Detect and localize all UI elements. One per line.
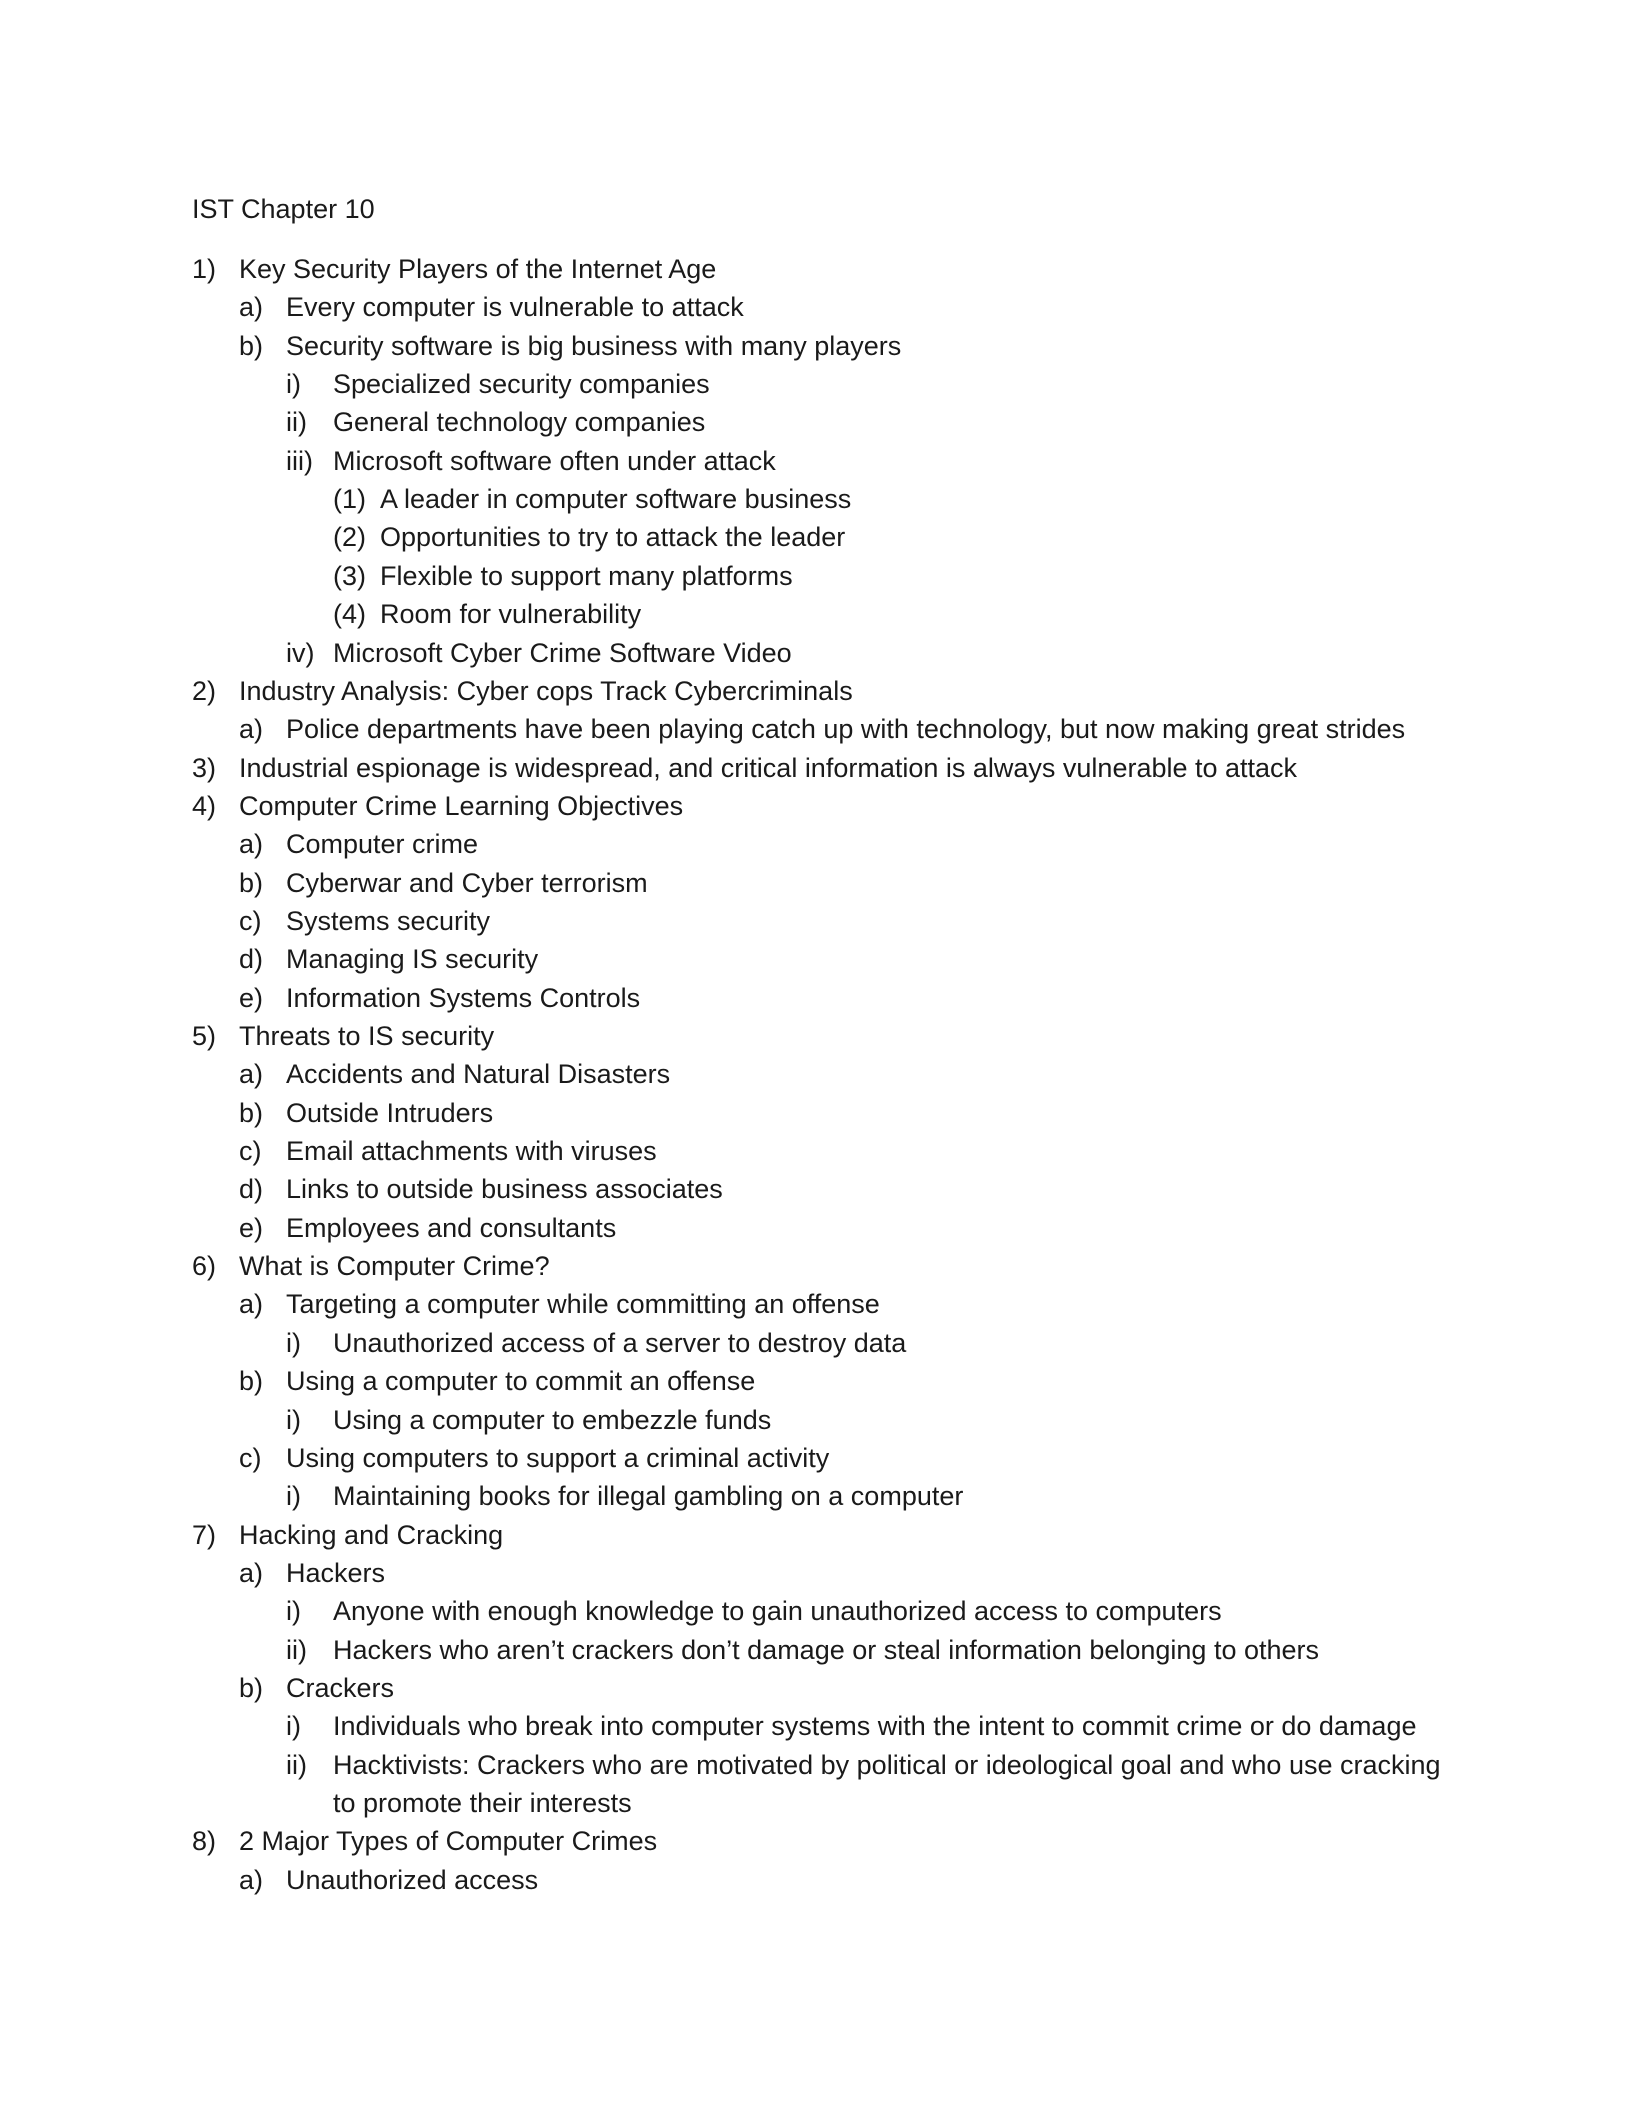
outline-marker: iv) <box>286 637 315 668</box>
outline-text: Using a computer to commit an offense <box>286 1366 756 1397</box>
outline-text: Using a computer to embezzle funds <box>333 1404 772 1435</box>
outline-text: Opportunities to try to attack the leader <box>380 522 846 553</box>
outline-text: Hackers <box>286 1557 386 1588</box>
outline-text: Security software is big business with many players <box>286 330 902 361</box>
outline-marker: b) <box>239 1097 264 1128</box>
outline-marker: iii) <box>286 445 313 476</box>
outline-marker: ii) <box>286 1634 307 1665</box>
outline-text: Using computers to support a criminal activity <box>286 1442 830 1473</box>
outline-text: Anyone with enough knowledge to gain unauthorized access to computers <box>333 1596 1222 1627</box>
outline-text: Industrial espionage is widespread, and critical information is always vulnerable to attack <box>239 752 1298 783</box>
outline-marker: ii) <box>286 407 307 438</box>
outline-text: Managing IS security <box>286 944 539 975</box>
outline-text: Microsoft Cyber Crime Software Video <box>333 637 792 668</box>
outline-text: Crackers <box>286 1672 395 1703</box>
outline-marker: i) <box>286 1481 301 1512</box>
outline-marker: a) <box>239 1289 264 1320</box>
outline-marker: i) <box>286 1327 301 1358</box>
outline-text: A leader in computer software business <box>380 484 852 515</box>
outline-marker: e) <box>239 982 264 1013</box>
outline-text: Key Security Players of the Internet Age <box>239 254 717 284</box>
outline-marker: a) <box>239 714 264 745</box>
outline-text: Targeting a computer while committing an offense <box>286 1289 880 1320</box>
outline-marker: a) <box>239 292 264 323</box>
outline-text: Flexible to support many platforms <box>380 560 793 591</box>
outline-text: Unauthorized access of a server to destroy data <box>333 1327 907 1358</box>
outline-text: Email attachments with viruses <box>286 1136 657 1167</box>
outline-text: Every computer is vulnerable to attack <box>286 292 744 323</box>
outline-marker: i) <box>286 1404 301 1435</box>
outline-text: Computer Crime Learning Objectives <box>239 790 684 821</box>
outline-text: Maintaining books for illegal gambling on a computer <box>333 1481 964 1512</box>
outline-marker: i) <box>286 1711 301 1742</box>
outline-marker: i) <box>286 1596 301 1627</box>
outline-marker: e) <box>239 1212 264 1243</box>
outline-text: to promote their interests <box>333 1788 632 1818</box>
outline-marker: i) <box>286 369 301 400</box>
outline-text: Links to outside business associates <box>286 1174 723 1205</box>
outline-marker: (2) <box>333 522 366 553</box>
outline-text: General technology companies <box>333 407 706 438</box>
outline-text: Industry Analysis: Cyber cops Track Cybercriminals <box>239 675 853 706</box>
outline-text: Information Systems Controls <box>286 982 641 1013</box>
outline-text: 2 Major Types of Computer Crimes <box>239 1826 658 1857</box>
outline-text: Threats to IS security <box>239 1021 495 1051</box>
outline-text: Cyberwar and Cyber terrorism <box>286 867 648 898</box>
outline-marker: (1) <box>333 484 366 515</box>
outline-text: Microsoft software often under attack <box>333 445 776 476</box>
outline-marker: b) <box>239 330 264 361</box>
outline-marker: 8) <box>192 1826 217 1857</box>
outline-marker: (4) <box>333 599 366 630</box>
outline-text: Hackers who aren’t crackers don’t damage or steal information belonging to others <box>333 1634 1320 1665</box>
outline-marker: 1) <box>192 254 217 284</box>
outline-marker: a) <box>239 829 264 860</box>
outline-marker: a) <box>239 1557 264 1588</box>
outline-text: Police departments have been playing catch up with technology, but now making great strides <box>286 714 1406 745</box>
outline-marker: c) <box>239 1136 262 1167</box>
outline-text: Accidents and Natural Disasters <box>286 1059 671 1090</box>
outline-marker: d) <box>239 1174 264 1205</box>
outline-marker: b) <box>239 1672 264 1703</box>
outline-text: Room for vulnerability <box>380 599 642 630</box>
outline-marker: 3) <box>192 752 217 783</box>
outline-marker: b) <box>239 1366 264 1397</box>
outline-text: Outside Intruders <box>286 1097 494 1128</box>
outline-text: Employees and consultants <box>286 1212 617 1243</box>
document-title: IST Chapter 10 <box>192 194 375 224</box>
outline-text: Computer crime <box>286 829 479 860</box>
outline-marker: a) <box>239 1059 264 1090</box>
outline-text: Unauthorized access <box>286 1864 539 1895</box>
outline-marker: 7) <box>192 1519 217 1550</box>
outline-marker: ii) <box>286 1749 307 1780</box>
outline-text: Hacktivists: Crackers who are motivated by political or ideological goal and who use cracking <box>333 1749 1441 1780</box>
outline-marker: b) <box>239 867 264 898</box>
outline-marker: c) <box>239 1442 262 1473</box>
outline-text: What is Computer Crime? <box>239 1251 550 1282</box>
outline-marker: c) <box>239 905 262 936</box>
outline-marker: (3) <box>333 560 366 591</box>
outline-marker: 4) <box>192 790 217 821</box>
outline-marker: d) <box>239 944 264 975</box>
outline-marker: 2) <box>192 675 217 706</box>
outline-marker: 5) <box>192 1021 217 1051</box>
outline-text: Specialized security companies <box>333 369 710 400</box>
outline-text: Hacking and Cracking <box>239 1519 504 1550</box>
outline-marker: 6) <box>192 1251 217 1282</box>
outline-text: Systems security <box>286 905 491 936</box>
outline-marker: a) <box>239 1864 264 1895</box>
outline-text: Individuals who break into computer systems with the intent to commit crime or do damage <box>333 1711 1417 1742</box>
